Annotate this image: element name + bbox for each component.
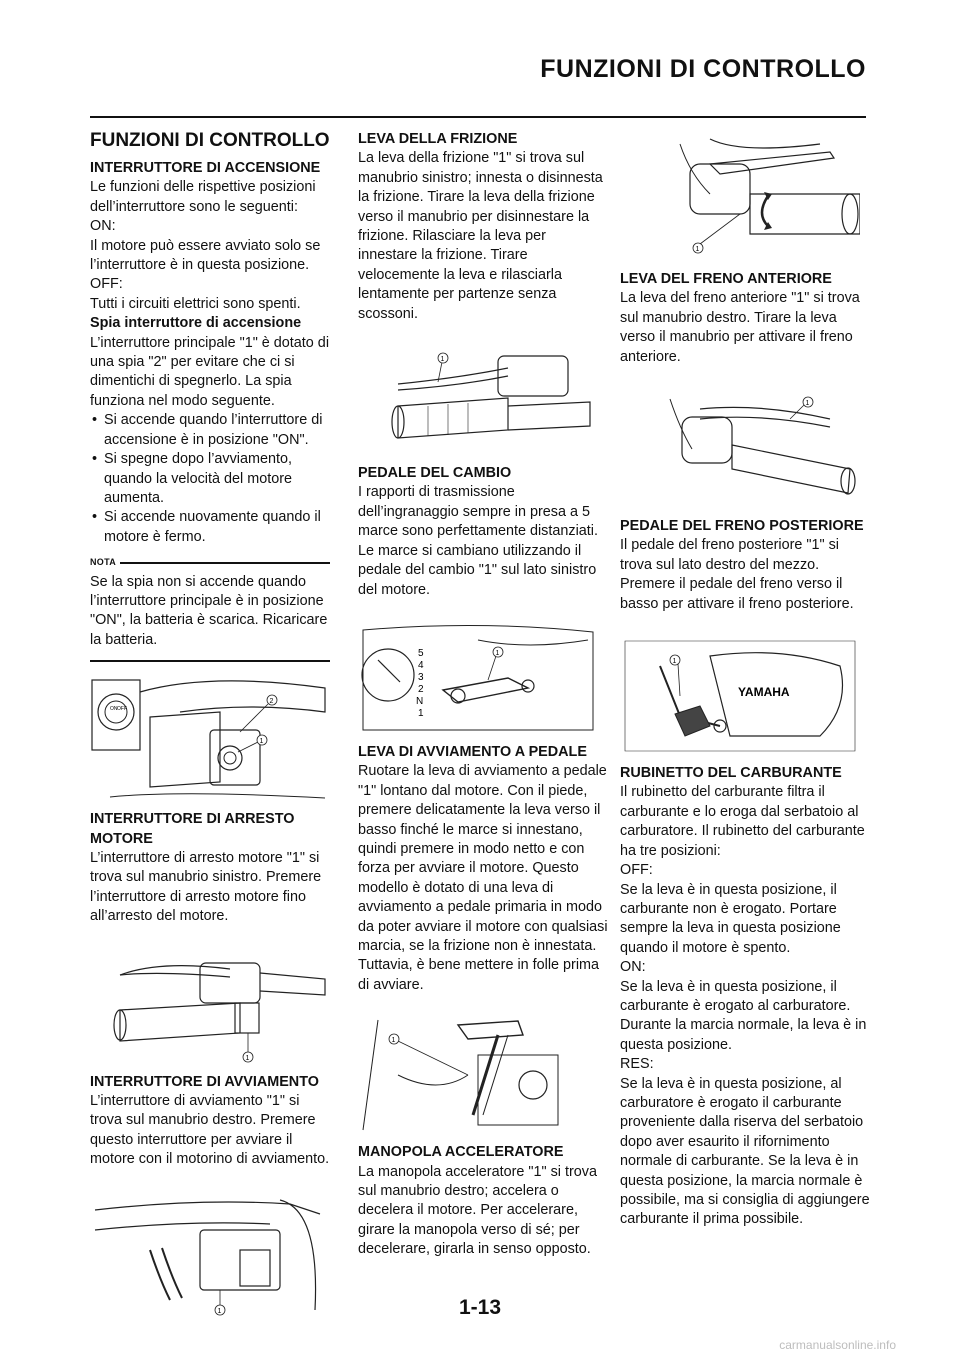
ignition-on-text: Il motore può essere avviato solo se l’interruttore è in questa posizione. bbox=[90, 237, 321, 274]
column-right bbox=[620, 130, 870, 1230]
section-title: FUNZIONI DI CONTROLLO bbox=[90, 130, 330, 151]
page-number: 1-13 bbox=[458, 1296, 502, 1319]
kick-text: Ruotare la leva di avviamento a pedale "1" lontano dal motore. Con il piede, premere delicatamente la leva verso il basso finché le marce si innestano, quindi premere in modo netto e con forza per avviare il motore. Questo modello è dotato di una leva di avviamento a pedale primaria in modo da poter avviare il motore con qualsiasi marcia, se la frizione non è innestata. Tuttavia, è bene mettere in folle prima di avviare. bbox=[358, 763, 608, 993]
list-item: • Si accende quando l’interruttore di accensione è in posizione "ON". bbox=[90, 411, 330, 450]
column-middle bbox=[358, 130, 608, 1260]
engine-stop-text: L’interruttore di arresto motore "1" si trova sul manubrio sinistro. Premere l’interruttore di arresto motore fino all’arresto del motore. bbox=[90, 849, 322, 925]
ignition-light-text: L’interruttore principale "1" è dotato di una spia "2" per evitare che ci si dimentichi di spegnerlo. La spia funziona nel modo seguente. bbox=[90, 334, 330, 409]
watermark: carmanualsonline.info bbox=[779, 1338, 896, 1352]
callout-1: 1 bbox=[259, 738, 264, 746]
header-rule bbox=[90, 116, 866, 118]
fuel-on-label: ON: bbox=[620, 959, 646, 976]
clutch-lever-illustration bbox=[358, 346, 598, 456]
callout-1: 1 bbox=[440, 356, 445, 364]
gear-label-4: 4 bbox=[418, 659, 424, 671]
switch-on-label: ON bbox=[110, 706, 118, 713]
ignition-intro: Le funzioni delle rispettive posizioni dell’interruttore sono le seguenti: bbox=[90, 179, 316, 215]
throttle-heading: MANOPOLA ACCELERATORE bbox=[358, 1144, 564, 1161]
gear-label-3: 3 bbox=[418, 671, 424, 683]
callout-1: 1 bbox=[245, 1054, 250, 1062]
ignition-bullet-list bbox=[90, 411, 330, 547]
callout-1: 1 bbox=[695, 246, 700, 253]
gear-label-2: 2 bbox=[418, 683, 424, 695]
list-item: • Si spegne dopo l’avviamento, quando la velocità del motore aumenta. bbox=[90, 450, 330, 508]
note-end-rule bbox=[90, 660, 330, 662]
starter-heading: INTERRUTTORE DI AVVIAMENTO bbox=[90, 1073, 319, 1090]
callout-1: 1 bbox=[672, 658, 677, 666]
front-brake-text: La leva del freno anteriore "1" si trova sul manubrio destro. Tirare la leva verso il manubrio per attivare il freno anteriore. bbox=[620, 290, 860, 365]
gear-label-1: 1 bbox=[418, 707, 424, 719]
fuel-off-text: Se la leva è in questa posizione, il carburante non è erogato. Portare sempre la leva in questa posizione quando il motore è spento. bbox=[620, 881, 841, 956]
page-header: FUNZIONI DI CONTROLLO bbox=[540, 55, 866, 83]
ignition-light-heading: Spia interruttore di accensione bbox=[90, 315, 302, 332]
shift-heading: PEDALE DEL CAMBIO bbox=[358, 465, 512, 482]
callout-1: 1 bbox=[217, 1307, 222, 1315]
fuel-off-label: OFF: bbox=[620, 862, 653, 879]
note-label: NOTA bbox=[90, 557, 117, 568]
kick-lever-illustration bbox=[358, 1015, 598, 1135]
clutch-heading: LEVA DELLA FRIZIONE bbox=[358, 131, 518, 147]
ignition-heading: INTERRUTTORE DI ACCENSIONE bbox=[90, 160, 321, 176]
shift-pedal-illustration bbox=[358, 620, 598, 735]
fuel-on-text: Se la leva è in questa posizione, il carburante è erogato al carburatore. Durante la marcia normale, la leva è in questa posizione. bbox=[620, 978, 867, 1053]
note-header bbox=[90, 553, 330, 572]
fuel-res-label: RES: bbox=[620, 1056, 654, 1073]
rear-brake-text: Il pedale del freno posteriore "1" si trova sul lato destro del mezzo. Premere il pedale del freno verso il basso per attivare il freno posteriore. bbox=[620, 537, 854, 612]
rear-brake-pedal-illustration bbox=[620, 636, 860, 756]
note-rule bbox=[120, 562, 330, 564]
ignition-off-label: OFF: bbox=[90, 276, 123, 293]
note-text: Se la spia non si accende quando l’interruttore principale è in posizione "ON", la batteria è scarica. Ricaricare la batteria. bbox=[90, 573, 328, 648]
ignition-off-text: Tutti i circuiti elettrici sono spenti. bbox=[90, 295, 301, 312]
yamaha-logo: YAMAHA bbox=[738, 685, 790, 700]
engine-stop-heading: INTERRUTTORE DI ARRESTO MOTORE bbox=[90, 811, 295, 847]
engine-stop-illustration bbox=[90, 955, 330, 1065]
switch-off-label: OFF bbox=[117, 706, 127, 713]
callout-1: 1 bbox=[805, 400, 810, 408]
callout-1: 1 bbox=[495, 649, 500, 657]
fuel-heading: RUBINETTO DEL CARBURANTE bbox=[620, 765, 842, 782]
callout-1: 1 bbox=[391, 1037, 396, 1045]
front-brake-lever-illustration bbox=[620, 389, 860, 509]
column-left bbox=[90, 130, 330, 1328]
ignition-on-label: ON: bbox=[90, 218, 116, 235]
gear-label-n: N bbox=[416, 695, 424, 707]
throttle-text: La manopola acceleratore "1" si trova sul manubrio destro; accelera o decelera il motore. Per accelerare, girare la manopola verso di sé; per decelerare, girarla in senso opposto. bbox=[358, 1163, 597, 1258]
fuel-intro: Il rubinetto del carburante filtra il carburante e lo eroga dal serbatoio al carburatore. Il rubinetto del carburante ha tre posizioni: bbox=[620, 784, 865, 859]
front-brake-heading: LEVA DEL FRENO ANTERIORE bbox=[620, 271, 832, 287]
list-item: • Si accende nuovamente quando il motore è fermo. bbox=[90, 508, 330, 547]
throttle-grip-illustration bbox=[620, 134, 860, 262]
starter-text: L’interruttore di avviamento "1" si trova sul manubrio destro. Premere questo interruttore per avviare il motore con il motorino di avviamento. bbox=[90, 1093, 330, 1168]
kick-heading: LEVA DI AVVIAMENTO A PEDALE bbox=[358, 743, 587, 760]
fuel-res-text: Se la leva è in questa posizione, al carburatore è erogato il carburante proveniente dalla riserva del serbatoio dopo aver esaurito il rifornimento normale di carburante. Se la leva è in questa posizione, la marcia normale è possibile, ma si consiglia di aggiungere carburante il prima possibile. bbox=[620, 1075, 870, 1228]
clutch-text: La leva della frizione "1" si trova sul manubrio sinistro; innesta o disinnesta la frizione. Tirare la leva della frizione verso il manubrio per disinnestare la frizione. Rilasciare la leva per innestare la frizione. Tirare velocemente la leva e rilasciarla lentamente per partenze senza scossoni. bbox=[358, 150, 603, 322]
callout-2: 2 bbox=[269, 698, 274, 706]
shift-text: I rapporti di trasmissione dell’ingranaggio sempre in presa a 5 marce sono perfettamente distanziati. Le marce si cambiano utilizzando il pedale del cambio "1" sul lato sinistro del motore. bbox=[358, 484, 598, 598]
note-box bbox=[90, 553, 330, 662]
ignition-switch-illustration bbox=[90, 672, 330, 802]
rear-brake-heading: PEDALE DEL FRENO POSTERIORE bbox=[620, 518, 864, 535]
gear-label-5: 5 bbox=[418, 647, 424, 659]
